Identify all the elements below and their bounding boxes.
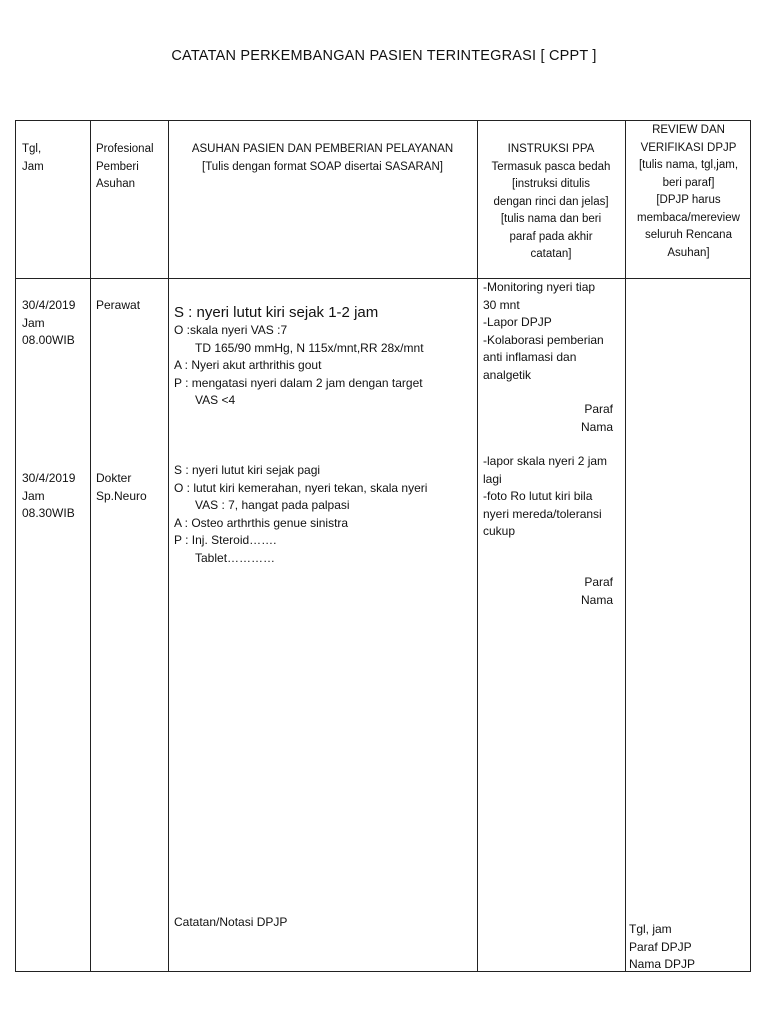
instruction-line: -Kolaborasi pemberian [483, 332, 604, 347]
entry-signature [477, 574, 613, 609]
soap-plan: VAS <4 [195, 393, 236, 407]
header-text: Asuhan [96, 178, 136, 190]
instruction-line: -Monitoring nyeri tiap [483, 280, 596, 294]
header-text: [tulis nama dan beri [500, 213, 602, 225]
instruction-line: -Lapor DPJP [483, 315, 552, 329]
header-care [168, 141, 477, 176]
cppt-table [15, 120, 751, 972]
soap-subjective: S : nyeri lutut kiri sejak pagi [174, 463, 321, 477]
instruction-line: -lapor skala nyeri 2 jam [483, 454, 608, 468]
entry-professional: Perawat [96, 298, 141, 312]
column-divider [90, 121, 91, 971]
header-text: catatan] [530, 248, 572, 260]
soap-objective: TD 165/90 mmHg, N 115x/mnt,RR 28x/mnt [195, 340, 424, 355]
entry-professional [96, 470, 147, 505]
dpjp-review-line: Tgl, jam [629, 922, 672, 936]
column-divider [168, 121, 169, 971]
header-text: paraf pada akhir [509, 230, 593, 243]
header-professional [96, 141, 154, 194]
signature-label: Nama [580, 419, 613, 434]
header-text: Pemberi [96, 160, 139, 173]
dpjp-review-line: Paraf DPJP [629, 939, 692, 954]
instruction-line: -foto Ro lutut kiri bila [483, 489, 593, 503]
document-title: CATATAN PERKEMBANGAN PASIEN TERINTEGRASI [ CPPT ] [171, 48, 597, 64]
instruction-line: cukup [483, 524, 516, 538]
header-text: Jam [22, 160, 44, 173]
entry-instructions [483, 279, 604, 384]
entry-signature [477, 401, 613, 436]
soap-plan: P : Inj. Steroid……. [174, 533, 277, 547]
header-text: VERIFIKASI DPJP [640, 141, 737, 154]
header-text: ASUHAN PASIEN DAN PEMBERIAN PELAYANAN [191, 143, 454, 155]
header-text: [instruksi ditulis [512, 178, 590, 190]
instruction-line: analgetik [483, 367, 532, 382]
date-text: Jam [22, 315, 45, 330]
entry-date [22, 470, 75, 523]
date-text: 30/4/2019 [22, 298, 76, 312]
instruction-line: 30 mnt [483, 297, 520, 312]
header-text: [Tulis dengan format SOAP disertai SASARAN] [202, 160, 443, 173]
soap-objective: O : lutut kiri kemerahan, nyeri tekan, skala nyeri [174, 480, 428, 495]
date-text: 30/4/2019 [22, 471, 76, 485]
date-text: 08.30WIB [22, 506, 75, 520]
soap-assessment: A : Nyeri akut arthrithis gout [174, 358, 322, 372]
soap-objective: VAS : 7, hangat pada palpasi [195, 498, 350, 512]
header-divider [16, 278, 750, 279]
header-text: Asuhan] [667, 246, 710, 259]
instruction-line: nyeri mereda/toleransi [483, 506, 602, 521]
entry-soap [174, 303, 424, 410]
instruction-line: anti inflamasi dan [483, 350, 577, 364]
header-text: INSTRUKSI PPA [507, 143, 595, 155]
soap-subjective: S : nyeri lutut kiri sejak 1-2 jam [174, 304, 379, 321]
professional-text: Sp.Neuro [96, 488, 147, 503]
soap-assessment: A : Osteo arthrthis genue sinistra [174, 515, 349, 530]
entry-instructions [483, 453, 607, 541]
professional-text: Dokter [96, 471, 132, 485]
soap-plan: Tablet………… [195, 550, 276, 565]
header-text: Profesional [96, 143, 154, 155]
header-text: [DPJP harus [656, 194, 721, 206]
signature-label: Nama [580, 592, 613, 607]
header-text: REVIEW DAN [652, 124, 725, 136]
dpjp-note-label: Catatan/Notasi DPJP [174, 915, 288, 929]
instruction-line: lagi [483, 471, 502, 486]
entry-soap [174, 462, 427, 567]
header-text: Termasuk pasca bedah [491, 160, 611, 173]
header-text: beri paraf] [662, 176, 715, 189]
dpjp-review-line: Nama DPJP [629, 957, 696, 971]
date-text: Jam [22, 488, 45, 503]
signature-label: Paraf [584, 575, 613, 589]
header-date-time [22, 141, 44, 176]
header-text: seluruh Rencana [645, 229, 732, 241]
dpjp-review [629, 921, 695, 974]
date-text: 08.00WIB [22, 333, 75, 347]
soap-plan: P : mengatasi nyeri dalam 2 jam dengan target [174, 375, 423, 390]
signature-label: Paraf [584, 402, 613, 416]
header-instructions [477, 141, 625, 264]
header-text: Tgl, [22, 143, 42, 155]
header-review [625, 122, 752, 262]
soap-objective: O :skala nyeri VAS :7 [174, 323, 288, 337]
entry-date [22, 297, 75, 350]
header-text: [tulis nama, tgl,jam, [638, 159, 739, 171]
header-text: dengan rinci dan jelas] [493, 195, 609, 208]
header-text: membaca/mereview [637, 211, 740, 224]
